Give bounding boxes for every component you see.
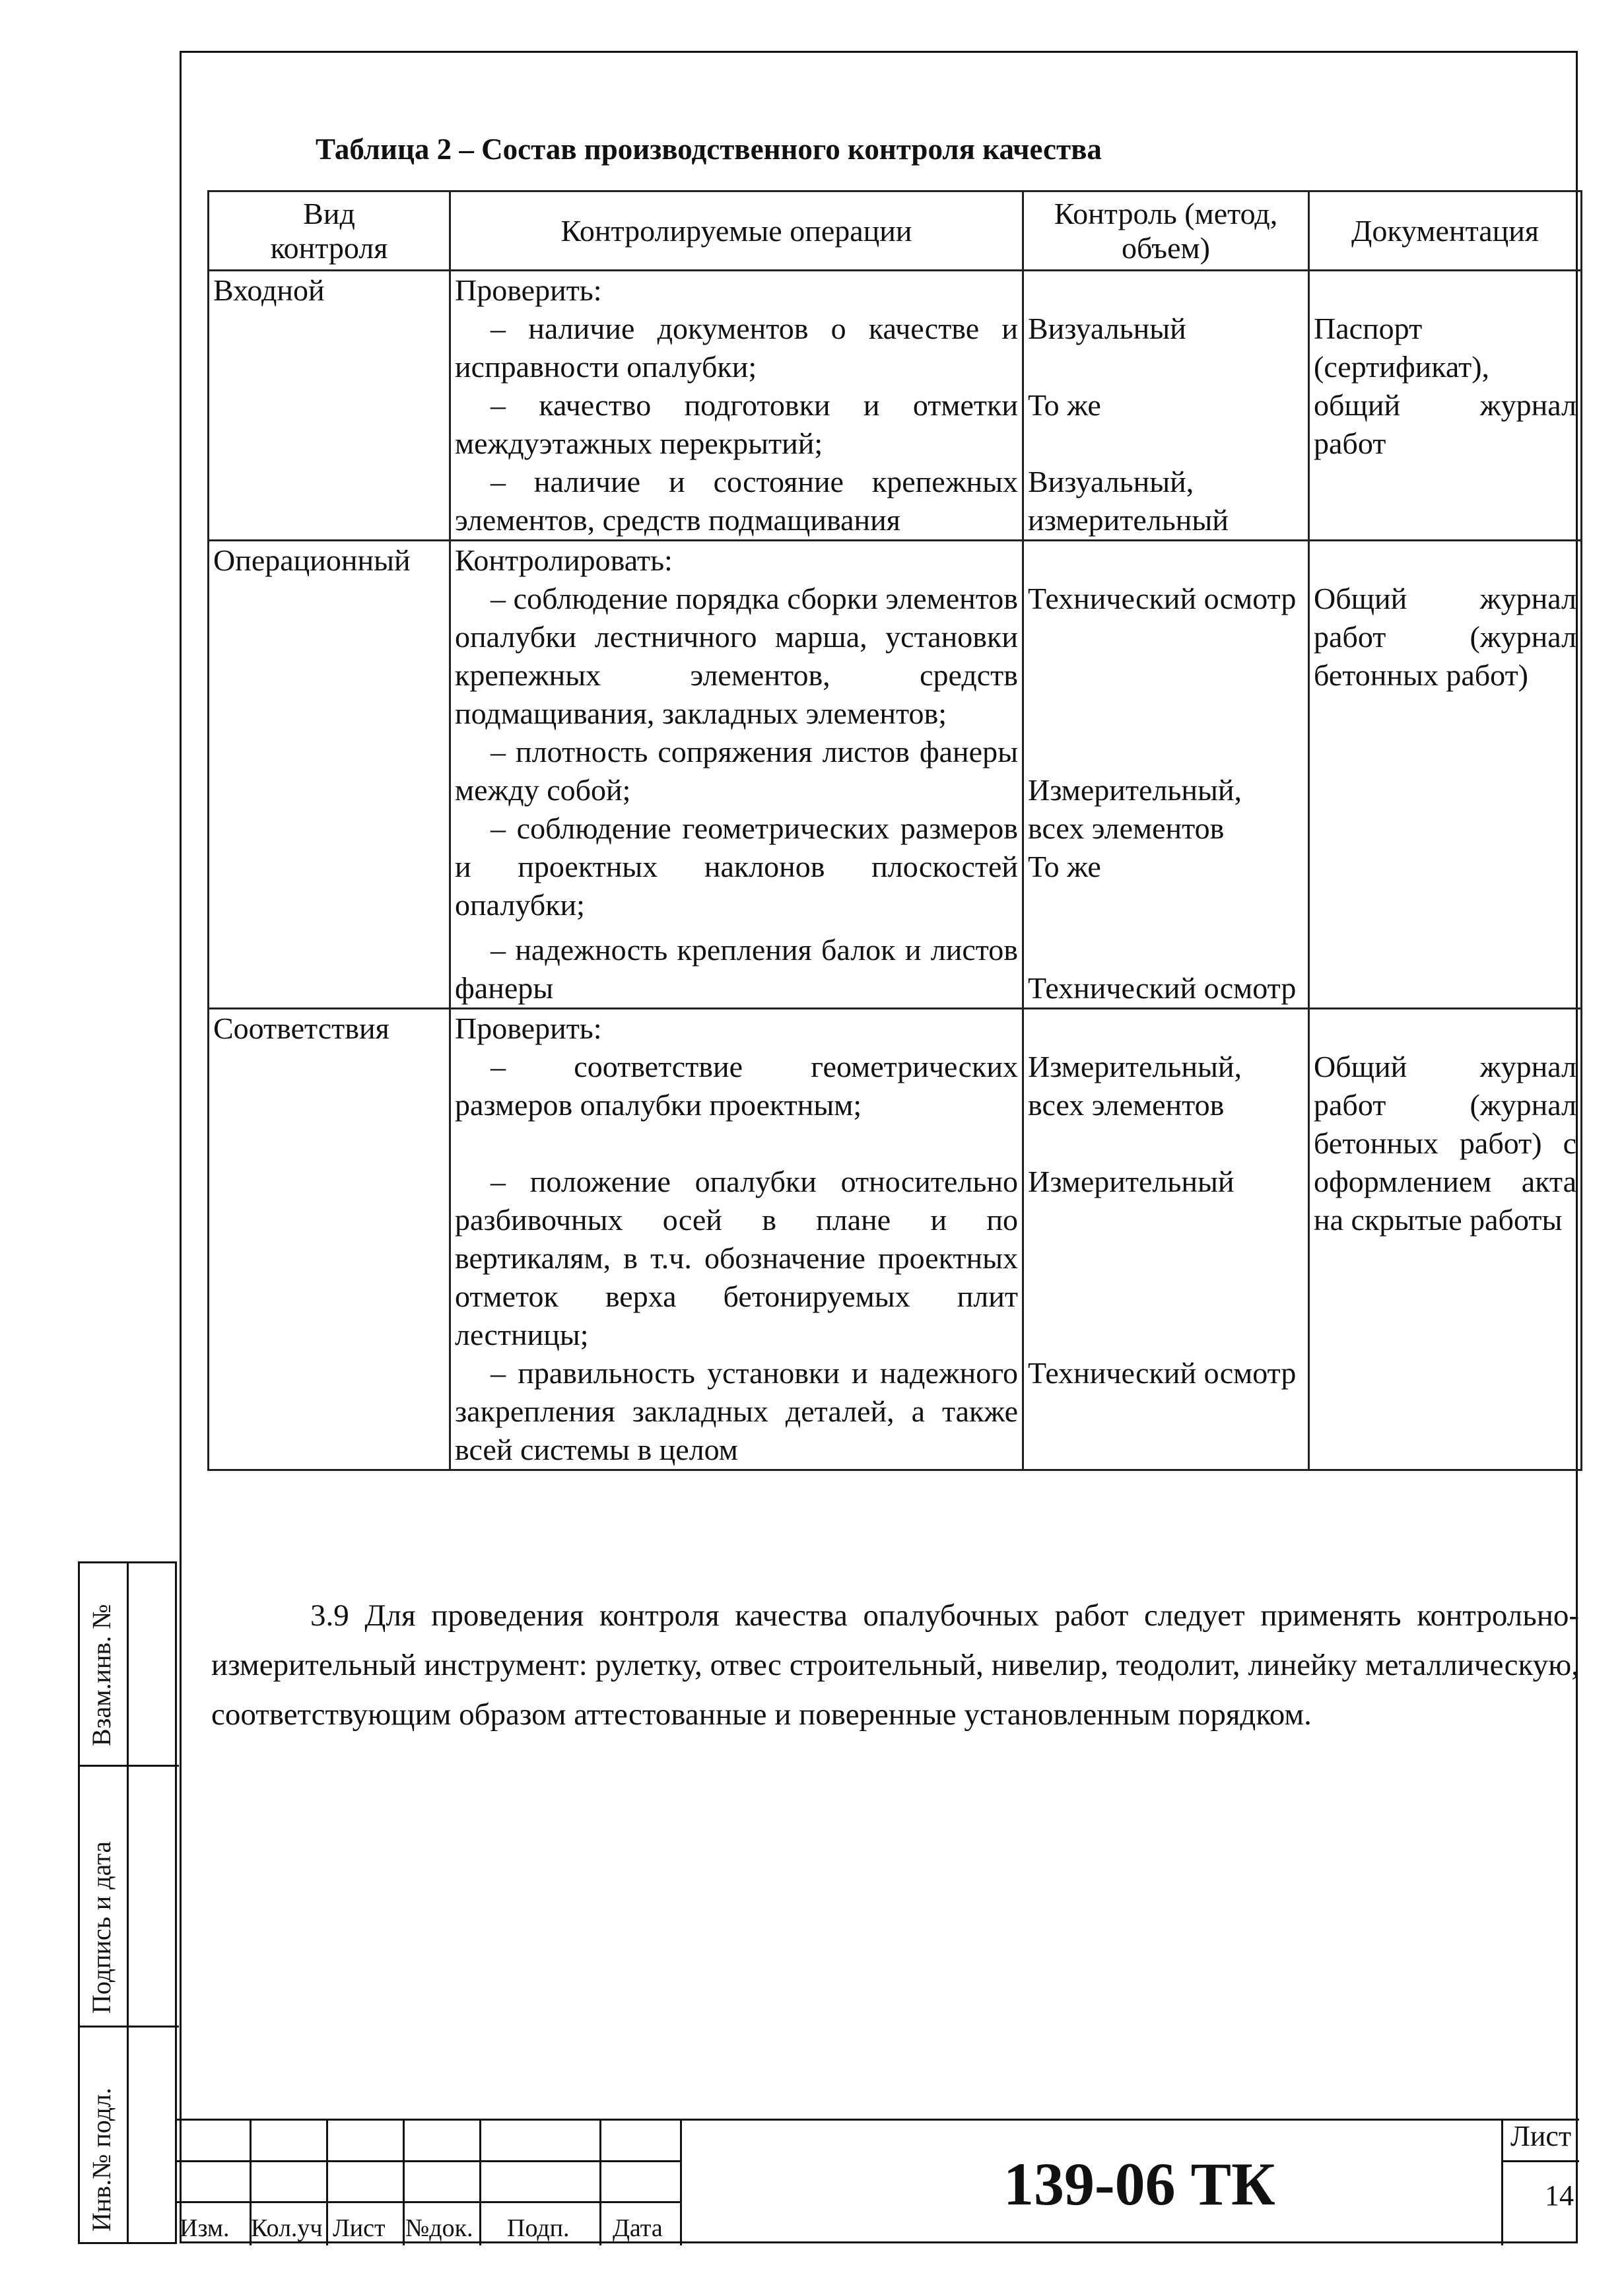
header-control: Контроль (метод, объем) — [1023, 191, 1309, 271]
documentation-text: Общий журнал работ (журнал бетонных работ) с оформлением акта на скрытые работы — [1314, 1050, 1576, 1237]
quality-control-table — [207, 190, 1582, 1471]
control-cell — [1023, 271, 1309, 541]
operation-item: – правильность установки и надежного закрепления закладных деталей, а также всей системы в целом — [455, 1356, 1018, 1466]
documentation-cell — [1309, 1009, 1582, 1470]
control-type: Соответствия — [209, 1009, 450, 1470]
control-cell — [1023, 541, 1309, 1009]
control-method: Измерительный, всех элементов — [1028, 773, 1242, 845]
table-title: Таблица 2 – Состав производственного контроля качества — [316, 133, 1102, 166]
stamp-col-date: Дата — [613, 2214, 663, 2242]
operations-intro: Проверить: — [455, 1011, 602, 1045]
operation-item: – наличие и состояние крепежных элементов, средств подмащивания — [455, 465, 1018, 537]
control-method: Измерительный, всех элементов — [1028, 1050, 1242, 1122]
operation-item: – наличие документов о качестве и исправности опалубки; — [455, 312, 1018, 384]
operations-cell — [450, 541, 1023, 1009]
operation-item: – качество подготовки и отметки междуэтажных перекрытий; — [455, 388, 1018, 460]
side-label-replacement: Взам.инв. № — [86, 1604, 116, 1746]
stamp-col-doc-number: №док. — [405, 2214, 473, 2242]
control-type: Входной — [209, 271, 450, 541]
control-method: Технический осмотр — [1028, 971, 1297, 1005]
control-method: Технический осмотр — [1028, 582, 1297, 615]
stamp-col-signature: Подп. — [507, 2214, 570, 2242]
stamp-col-sheet: Лист — [333, 2214, 386, 2242]
operation-item: – соблюдение порядка сборки элементов опалубки лестничного марша, установки крепежных элементов, средств подмащивания, закладных элементов; — [455, 582, 1018, 730]
operations-cell — [450, 1009, 1023, 1470]
control-method: То же — [1028, 388, 1101, 422]
document-code: 139-06 ТК — [1003, 2150, 1275, 2218]
operation-item: – соответствие геометрических размеров опалубки проектным; — [455, 1050, 1018, 1122]
table-row — [209, 541, 1582, 1009]
documentation-text: Паспорт (сертификат), общий журнал работ — [1314, 312, 1576, 460]
operation-item: – плотность сопряжения листов фанеры между собой; — [455, 735, 1018, 807]
title-block — [177, 2119, 1579, 2245]
stamp-col-change: Изм. — [180, 2214, 230, 2242]
control-method: Визуальный, измерительный — [1028, 465, 1229, 537]
control-method: Измерительный — [1028, 1165, 1235, 1198]
header-type: Вид контроля — [209, 191, 450, 271]
side-label-original-inventory: Инв.№ подл. — [86, 2088, 116, 2232]
operations-cell — [450, 271, 1023, 541]
header-documentation: Документация — [1309, 191, 1582, 271]
header-operations: Контролируемые операции — [450, 191, 1023, 271]
documentation-text: Общий журнал работ (журнал бетонных работ) — [1314, 582, 1576, 692]
sheet-label: Лист — [1510, 2120, 1572, 2152]
operations-intro: Проверить: — [455, 273, 602, 307]
side-label-signature-date: Подпись и дата — [86, 1841, 116, 2014]
control-type: Операционный — [209, 541, 450, 1009]
control-method: Технический осмотр — [1028, 1356, 1297, 1390]
table-row — [209, 1009, 1582, 1470]
documentation-cell — [1309, 541, 1582, 1009]
body-paragraph: 3.9 Для проведения контроля качества опалубочных работ следует применять контрольно-измерительный инструмент: рулетку, отвес строительный, нивелир, теодолит, линейку металлическую, соответствующим образом аттестованные и поверенные установленным порядком. — [211, 1598, 1579, 1732]
documentation-cell — [1309, 271, 1582, 541]
operations-intro: Контролировать: — [455, 543, 673, 577]
operation-item: – соблюдение геометрических размеров и проектных наклонов плоскостей опалубки; — [455, 811, 1018, 922]
control-method: То же — [1028, 850, 1101, 883]
control-cell — [1023, 1009, 1309, 1470]
operation-item: – надежность крепления балок и листов фанеры — [455, 933, 1018, 1005]
control-method: Визуальный — [1028, 312, 1186, 345]
table-row — [209, 271, 1582, 541]
stamp-col-count: Кол.уч — [251, 2214, 323, 2242]
sheet-number: 14 — [1545, 2179, 1574, 2212]
operation-item: – положение опалубки относительно разбивочных осей в плане и по вертикалям, в т.ч. обозначение проектных отметок верха бетонируемых плит лестницы; — [455, 1165, 1018, 1351]
